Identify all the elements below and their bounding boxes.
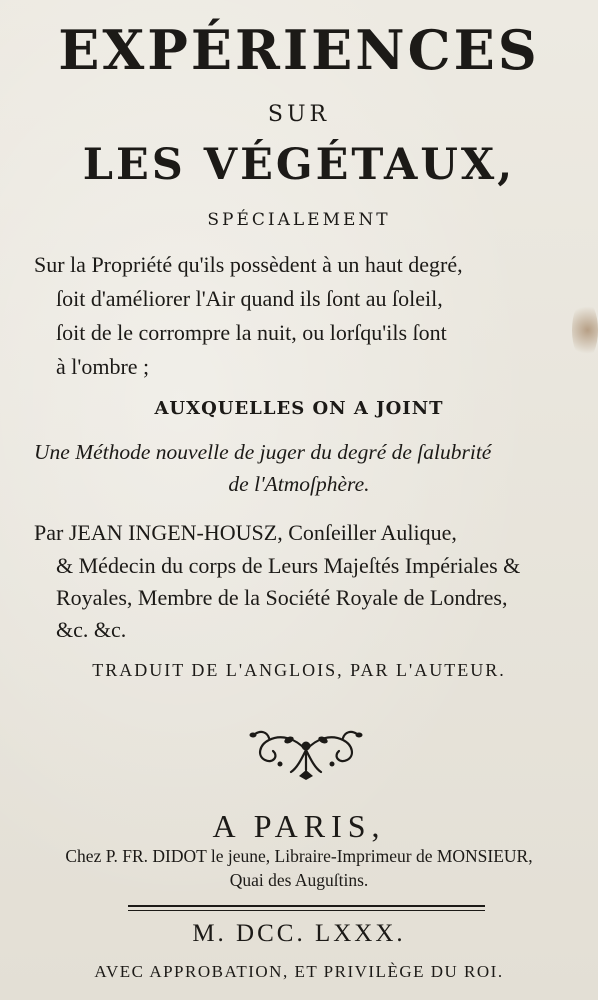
translation-line: TRADUIT DE L'ANGLOIS, PAR L'AUTEUR. xyxy=(92,660,506,680)
author-line: Royales, Membre de la Société Royale de Londres, xyxy=(56,585,508,610)
paper-stain xyxy=(572,300,598,360)
year-line: M. DCC. LXXX. xyxy=(192,920,406,947)
publisher-line: Chez P. FR. DIDOT le jeune, Libraire-Imprimeur de MONSIEUR, xyxy=(65,846,533,866)
publisher-line: Quai des Auguſtins. xyxy=(229,870,369,890)
main-title: EXPÉRIENCES xyxy=(58,18,540,82)
method-line: de l'Atmoſphère. xyxy=(228,472,370,496)
author-line: & Médecin du corps de Leurs Majeſtés Impériales & xyxy=(56,553,521,578)
description-line: Sur la Propriété qu'ils possèdent à un haut degré, xyxy=(34,252,463,277)
floral-fleuron-icon xyxy=(247,720,365,782)
description-line: à l'ombre ; xyxy=(56,354,150,379)
author-line: Par JEAN INGEN-HOUSZ, Conſeiller Aulique, xyxy=(34,520,457,545)
description-line: ſoit d'améliorer l'Air quand ils ſont au ſoleil, xyxy=(56,286,443,311)
subtitle: LES VÉGÉTAUX, xyxy=(82,140,516,190)
method-line: Une Méthode nouvelle de juger du degré de ſalubrité xyxy=(34,440,492,464)
description-line: ſoit de le corrompre la nuit, ou lorſqu'ils ſont xyxy=(56,320,447,345)
specially-line: SPÉCIALEMENT xyxy=(207,210,391,230)
city-line: A PARIS, xyxy=(212,808,386,844)
privilege-line: AVEC APPROBATION, ET PRIVILÈGE DU ROI. xyxy=(94,962,504,981)
double-rule-top xyxy=(128,905,485,907)
sur-line: SUR xyxy=(267,102,331,127)
double-rule-bottom xyxy=(128,910,485,911)
author-line: &c. &c. xyxy=(56,617,127,642)
joined-heading: AUXQUELLES ON A JOINT xyxy=(154,398,444,419)
